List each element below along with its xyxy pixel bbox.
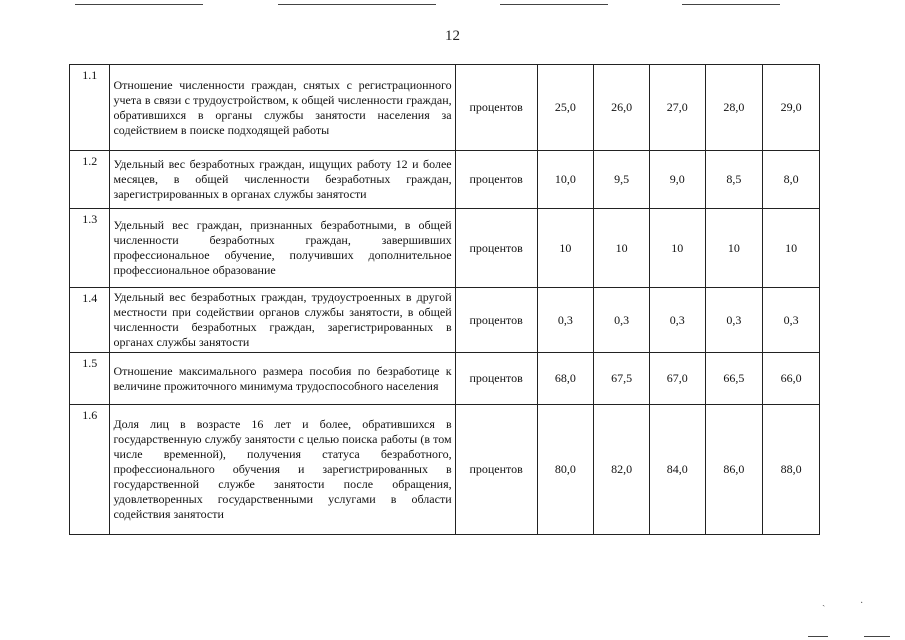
value-cell: 84,0	[649, 405, 705, 535]
value-cell: 27,0	[649, 65, 705, 151]
value-cell: 0,3	[537, 288, 594, 353]
page-number: 12	[445, 28, 460, 44]
value-cell: 26,0	[594, 65, 650, 151]
table-row	[70, 353, 820, 405]
unit-cell: процентов	[455, 151, 537, 209]
scan-mark	[864, 636, 890, 637]
scan-line	[75, 4, 203, 5]
table-row	[70, 151, 820, 209]
table-row	[70, 288, 820, 353]
unit-cell: процентов	[455, 209, 537, 288]
indicator-description: Удельный вес безработных граждан, трудоустроенных в другой местности при содействии органов службы занятости, в общей численности безработных граждан, зарегистрированных в органах службы занятости	[110, 288, 455, 353]
value-cell: 10	[705, 209, 763, 288]
unit-cell: процентов	[455, 65, 537, 151]
value-cell: 10	[594, 209, 650, 288]
row-number: 1.6	[70, 405, 110, 535]
unit-cell: процентов	[455, 353, 537, 405]
value-cell: 8,0	[763, 151, 820, 209]
indicator-description: Отношение численности граждан, снятых с регистрационного учета в связи с трудоустройством, к общей численности граждан, обратившихся в органы службы занятости населения за содействием в поиске подходящей работы	[110, 65, 455, 151]
scan-line	[278, 4, 436, 5]
value-cell: 9,5	[594, 151, 650, 209]
unit-cell: процентов	[455, 405, 537, 535]
value-cell: 10,0	[537, 151, 594, 209]
table-row	[70, 209, 820, 288]
scan-speck: ˎ	[822, 596, 826, 607]
value-cell: 28,0	[705, 65, 763, 151]
value-cell: 68,0	[537, 353, 594, 405]
value-cell: 10	[763, 209, 820, 288]
row-number: 1.5	[70, 353, 110, 405]
table-row	[70, 405, 820, 535]
table-row	[70, 65, 820, 151]
value-cell: 67,5	[594, 353, 650, 405]
value-cell: 8,5	[705, 151, 763, 209]
row-number: 1.3	[70, 209, 110, 288]
indicator-description: Удельный вес граждан, признанных безработными, в общей численности безработных граждан, завершивших профессиональное обучение, получивших дополнительное профессиональное образование	[110, 209, 455, 288]
value-cell: 66,5	[705, 353, 763, 405]
row-number: 1.1	[70, 65, 110, 151]
value-cell: 80,0	[537, 405, 594, 535]
value-cell: 86,0	[705, 405, 763, 535]
value-cell: 25,0	[537, 65, 594, 151]
value-cell: 88,0	[763, 405, 820, 535]
table-body	[70, 65, 820, 535]
indicators-table	[69, 64, 820, 535]
value-cell: 9,0	[649, 151, 705, 209]
indicator-description: Доля лиц в возрасте 16 лет и более, обратившихся в государственную службу занятости с целью поиска работы (в том числе временной), получения статуса безработного, профессионального обучения и зарегистрированных в государственной службе занятости после обращения, удовлетворенных государственными услугами в области содействия занятости	[110, 405, 455, 535]
value-cell: 10	[649, 209, 705, 288]
value-cell: 66,0	[763, 353, 820, 405]
unit-cell: процентов	[455, 288, 537, 353]
value-cell: 10	[537, 209, 594, 288]
indicator-description: Удельный вес безработных граждан, ищущих работу 12 и более месяцев, в общей численности безработных граждан, зарегистрированных в органах службы занятости	[110, 151, 455, 209]
value-cell: 0,3	[705, 288, 763, 353]
scan-mark	[808, 636, 828, 637]
scan-line	[682, 4, 780, 5]
value-cell: 0,3	[594, 288, 650, 353]
value-cell: 67,0	[649, 353, 705, 405]
scan-line	[500, 4, 608, 5]
indicator-description: Отношение максимального размера пособия по безработице к величине прожиточного минимума трудоспособного населения	[110, 353, 455, 405]
value-cell: 29,0	[763, 65, 820, 151]
row-number: 1.4	[70, 288, 110, 353]
value-cell: 82,0	[594, 405, 650, 535]
value-cell: 0,3	[649, 288, 705, 353]
value-cell: 0,3	[763, 288, 820, 353]
row-number: 1.2	[70, 151, 110, 209]
scan-speck: ·	[860, 598, 864, 609]
